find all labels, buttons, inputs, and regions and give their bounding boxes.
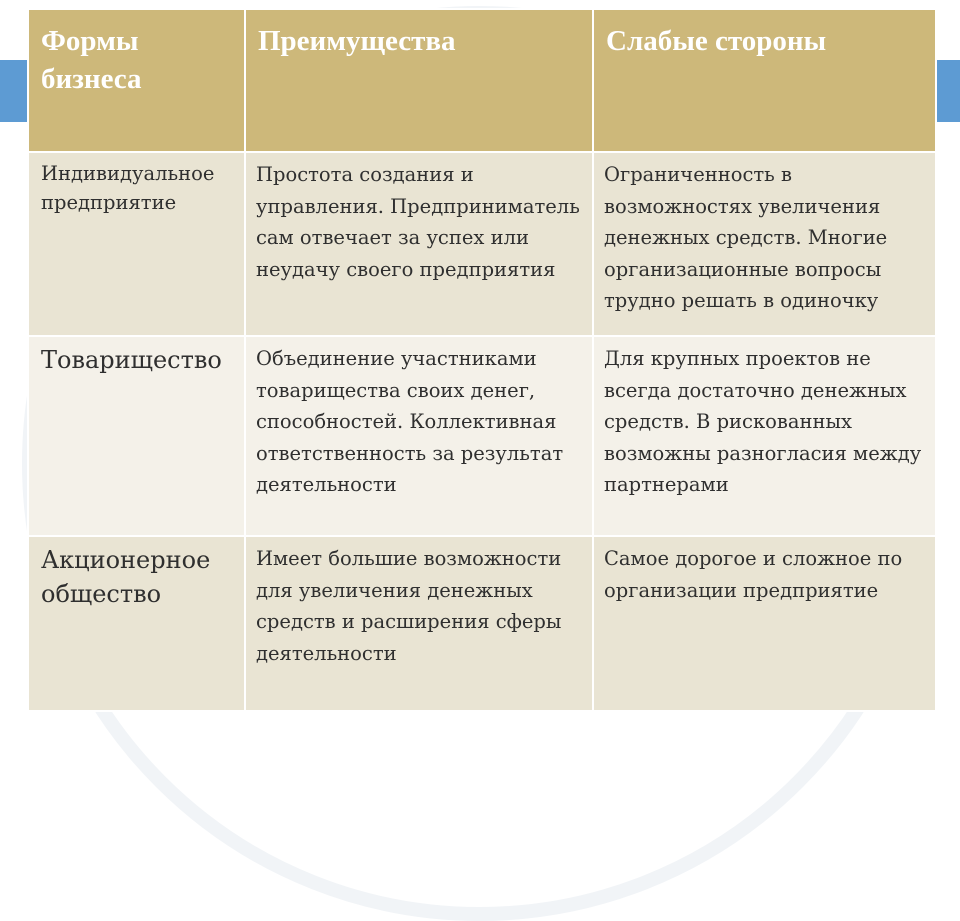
cell-weaknesses: Для крупных проектов не всегда достаточно денежных средств. В рискованных возможны разногласия между партнерами [593,336,936,536]
cell-form: Акционерное общество [28,536,245,711]
table-row [28,336,936,536]
table-header-row [28,9,936,152]
cell-advantages: Объединение участниками товарищества своих денег, способностей. Коллективная ответственность за результат деятельности [245,336,593,536]
header-weaknesses: Слабые стороны [593,9,936,152]
cell-form: Товарищество [28,336,245,536]
header-business-forms: Формы бизнеса [28,9,245,152]
cell-advantages: Имеет большие возможности для увеличения денежных средств и расширения сферы деятельности [245,536,593,711]
cell-weaknesses: Самое дорогое и сложное по организации предприятие [593,536,936,711]
cell-advantages: Простота создания и управления. Предприниматель сам отвечает за успех или неудачу своего предприятия [245,152,593,336]
business-forms-table [27,8,937,712]
header-advantages: Преимущества [245,9,593,152]
cell-weaknesses: Ограниченность в возможностях увеличения денежных средств. Многие организационные вопросы трудно решать в одиночку [593,152,936,336]
table-row [28,536,936,711]
table-row [28,152,936,336]
cell-form: Индивидуальное предприятие [28,152,245,336]
